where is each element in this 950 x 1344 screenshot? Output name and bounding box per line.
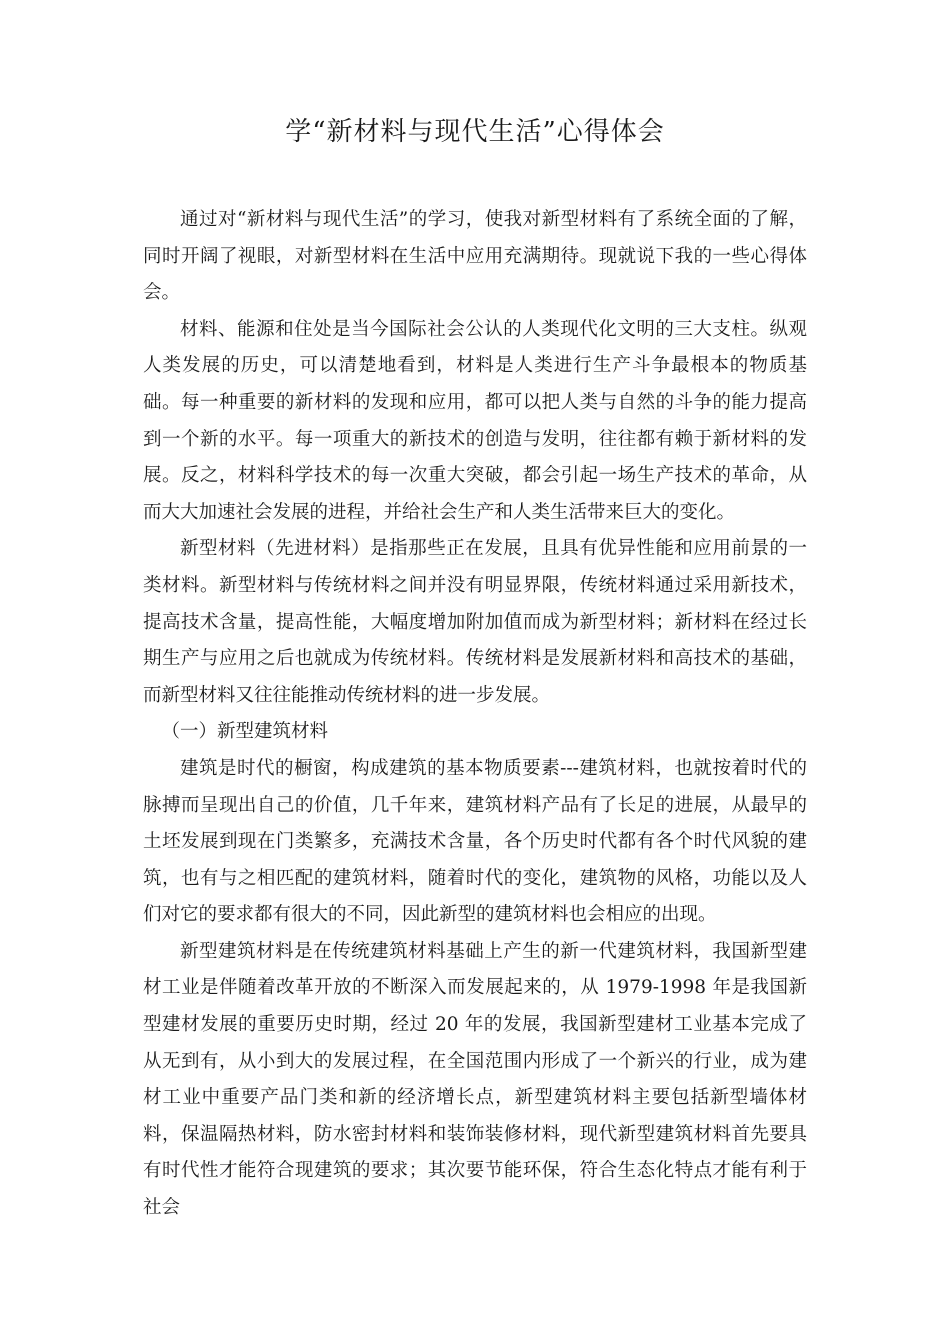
document-title: 学“新材料与现代生活”心得体会: [285, 117, 665, 147]
paragraph-new-materials-definition: 新型材料（先进材料）是指那些正在发展，且具有优异性能和应用前景的一类材料。新型材料与传统材料之间并没有明显界限，传统材料通过采用新技术，提高技术含量，提高性能，大幅度增加附加值而成为新型材料；新材料在经过长期生产与应用之后也就成为传统材料。传统材料是发展新材料和高技术的基础，而新型材料又往往能推动传统材料的进一步发展。: [143, 538, 807, 706]
paragraph-materials-pillars: 材料、能源和住处是当今国际社会公认的人类现代化文明的三大支柱。纵观人类发展的历史，可以清楚地看到，材料是人类进行生产斗争最根本的物质基础。每一种重要的新材料的发现和应用，都可以把人类与自然的斗争的能力提高到一个新的水平。每一项重大的新技术的创造与发明，往往都有赖于新材料的发展。反之，材料科学技术的每一次重大突破，都会引起一场生产技术的革命，从而大大加速社会发展的进程，并给社会生产和人类生活带来巨大的变化。: [143, 318, 807, 523]
paragraph-architecture: 建筑是时代的橱窗，构成建筑的基本物质要素---建筑材料，也就按着时代的脉搏而呈现出自己的价值，几千年来，建筑材料产品有了长足的进展，从最早的土坯发展到现在门类繁多，充满技术含量，各个历史时代都有各个时代风貌的建筑，也有与之相匹配的建筑材料，随着时代的变化，建筑物的风格，功能以及人们对它的要求都有很大的不同，因此新型的建筑材料也会相应的出现。: [143, 757, 807, 926]
paragraph-intro: 通过对“新材料与现代生活”的学习，使我对新型材料有了系统全面的了解，同时开阔了视眼，对新型材料在生活中应用充满期待。现就说下我的一些心得体会。: [143, 209, 807, 304]
section-heading: （一）新型建筑材料: [161, 721, 329, 743]
document-body: [143, 202, 807, 1227]
paragraph-new-building-materials: 新型建筑材料是在传统建筑材料基础上产生的新一代建筑材料，我国新型建材工业是伴随着改革开放的不断深入而发展起来的，从 1979-1998 年是我国新型建材发展的重要历史时期，经过 20 年的发展，我国新型建材工业基本完成了从无到有，从小到大的发展过程，在全国范围内形成了一个新兴的行业，成为建材工业中重要产品门类和新的经济增长点，新型建筑材料主要包括新型墙体材料，保温隔热材料，防水密封材料和装饰装修材料，现代新型建筑材料首先要具有时代性才能符合现建筑的要求；其次要节能环保，符合生态化特点才能有利于社会: [143, 940, 807, 1219]
